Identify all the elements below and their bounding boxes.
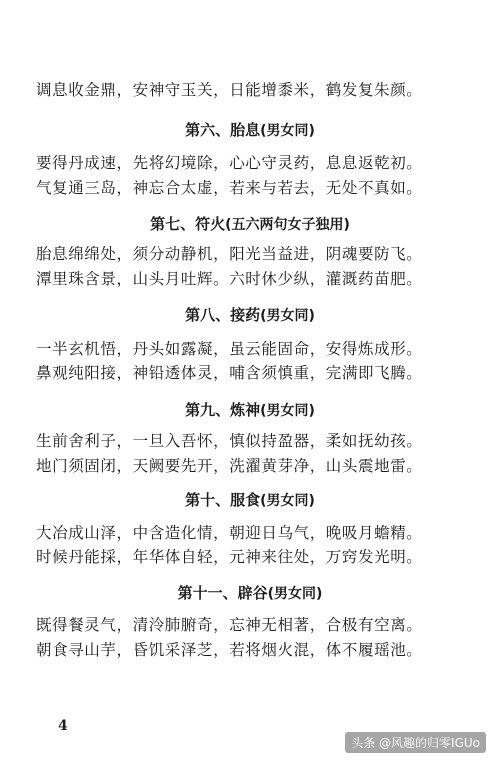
section-11-note: (男女同) (267, 586, 323, 602)
section-6-note: (男女同) (260, 123, 315, 139)
section-6-heading (0, 120, 500, 141)
section-8-line-1: 一半玄机悟，丹头如露凝，虽云能固命，安得炼成形。 (36, 340, 423, 358)
section-6-line-2: 气复通三岛，神忘合太虚，若来与若去，无处不真如。 (36, 179, 423, 197)
section-6-title: 第六、胎息 (185, 121, 261, 139)
section-8-title: 第八、接药 (185, 306, 261, 324)
section-7-note: (五六两句女子独用) (225, 217, 350, 233)
section-7-heading (0, 214, 500, 235)
section-8-heading (0, 305, 500, 326)
section-9-line-1: 生前舍利子，一旦入吾怀，慎似持盈器，柔如抚幼孩。 (36, 432, 423, 450)
section-10-line-1: 大冶成山泽，中含造化情，朝迎日乌气，晚吸月蟾精。 (36, 524, 423, 542)
section-11-line-1: 既得餐灵气，清泠肺腑奇，忘神无相著，合极有空离。 (36, 616, 423, 634)
section-8-line-2: 鼻观纯阳接，神铅透体灵，哺含须慎重，完满即飞腾。 (36, 364, 423, 382)
section-8-note: (男女同) (260, 308, 315, 324)
watermark: 头条 @风趣的归零IGUo (345, 732, 486, 753)
intro-line-1: 调息收金鼎，安神守玉关，日能增黍米，鹤发复朱颜。 (36, 81, 423, 99)
section-10-title: 第十、服食 (185, 491, 261, 509)
section-9-note: (男女同) (260, 403, 315, 419)
section-9-heading (0, 400, 500, 421)
section-11-heading (0, 583, 500, 604)
section-11-title: 第十一、辟谷 (177, 584, 268, 602)
page-number: 4 (58, 718, 68, 734)
section-7-line-1: 胎息绵绵处，须分动静机，阳光当益进，阴魂要防飞。 (36, 245, 423, 263)
section-11-line-2: 朝食寻山芋，昏饥采泽芝，若将烟火混，体不履瑶池。 (36, 641, 423, 659)
section-10-note: (男女同) (260, 493, 315, 509)
section-9-title: 第九、炼神 (185, 401, 261, 419)
section-10-line-2: 时候丹能採，年华体自轻，元神来往处，万窍发光明。 (36, 548, 423, 566)
section-9-line-2: 地门须固闭，天阙要先开，洗濯黄芽净，山头震地雷。 (36, 457, 423, 475)
section-6-line-1: 要得丹成速，先将幻境除，心心守灵药，息息返乾初。 (36, 154, 423, 172)
section-7-title: 第七、符火 (150, 215, 226, 233)
section-10-heading (0, 490, 500, 511)
section-7-line-2: 潭里珠含景，山头月吐辉。六时休少纵，灌溉药苗肥。 (36, 270, 423, 288)
